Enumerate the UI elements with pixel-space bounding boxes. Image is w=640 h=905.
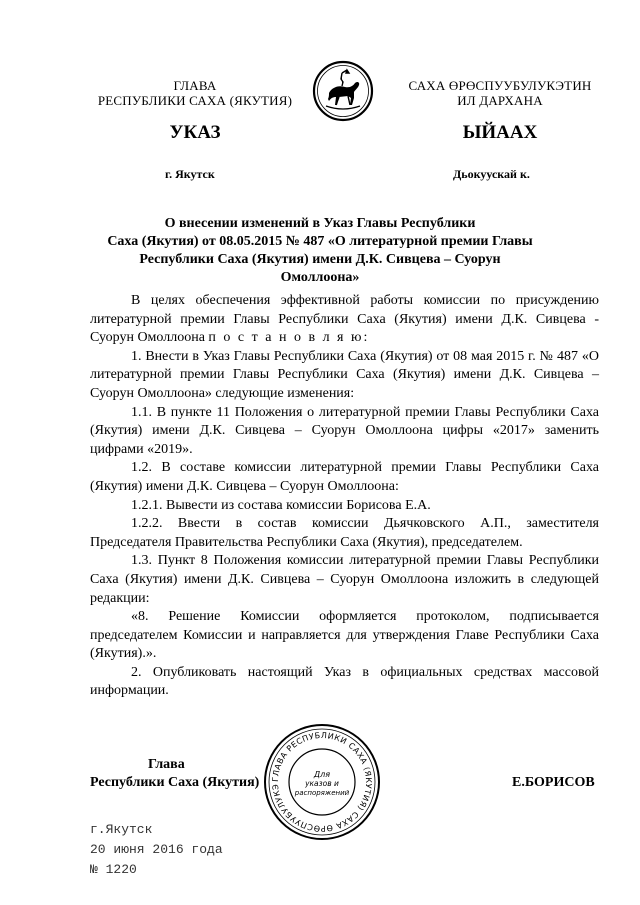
title-ukaz: УКАЗ [169,122,221,143]
paragraph-1-3: 1.3. Пункт 8 Положения комиссии литературной премии Главы Республики Саха (Якутия) имени Д.К. Сивцева – Суорун Омоллоона изложить в следующей редакции: [90,553,599,606]
emblem [312,60,374,122]
title-yiyaakh: ЫЙААХ [462,122,538,143]
stamp-center-line2: указов и [305,779,339,788]
city-ru: г. Якутск [165,167,215,181]
footer-number: № 1220 [90,862,137,877]
paragraph-2: 2. Опубликовать настоящий Указ в официальных средствах массовой информации. [90,664,599,699]
header-left-line1: ГЛАВА [173,78,217,93]
signature-title: Глава [148,757,185,772]
paragraph-1-2-1: 1.2.1. Вывести из состава комиссии Борисова Е.А. [131,497,431,513]
official-stamp [262,722,382,842]
decree-body [90,292,599,701]
footer-date: 20 июня 2016 года [90,842,223,857]
header-right-line2: ИЛ ДАРХАНА [457,93,543,108]
header-right-line1: САХА ӨРӨСПУУБУЛУКЭТИН [408,78,592,93]
subject-line2: Саха (Якутия) от 08.05.2015 № 487 «О литературной премии Главы [107,234,533,249]
city-sakha: Дьокуускай к. [453,167,530,181]
header-left [85,78,305,108]
subject-line1: О внесении изменений в Указ Главы Республики [164,216,476,231]
stamp-center-line3: распоряжений [294,789,350,797]
signature-name: Е.БОРИСОВ [512,775,595,790]
signature-title-republic: Республики Саха (Якутия) [90,775,260,790]
paragraph-1-2-2: 1.2.2. Ввести в состав комиссии Дьячковского А.П., заместителя Председателя Правительства Республики Саха (Якутия), председателем. [90,516,599,550]
paragraph-1-2: 1.2. В составе комиссии литературной премии Главы Республики Саха (Якутия) имени Д.К. Сивцева – Суорун Омоллоона: [90,460,599,494]
quote-paragraph: «8. Решение Комиссии оформляется протоколом, подписывается председателем Комиссии и направляется для утверждения Главе Республики Саха (Якутия).». [90,609,599,662]
paragraph-1-1: 1.1. В пункте 11 Положения о литературной премии Главы Республики Саха (Якутия) имени Д.К. Сивцева – Суорун Омоллоона цифры «2017» заменить цифрами «2019». [90,404,599,457]
intro-paragraph [90,292,599,348]
stamp-center-line1: Для [313,770,331,779]
footer-city: г.Якутск [90,822,153,837]
emblem-icon [312,60,374,122]
intro-text: В целях обеспечения эффективной работы комиссии по присуждению литературной премии Главы Республики Саха (Якутия) имени Д.К. Сивцева - Суорун Омоллоона [90,293,599,346]
subject-line3: Республики Саха (Якутия) имени Д.К. Сивцева – Суорун Омоллоона» [139,252,501,285]
decree-subject [100,215,540,287]
header-left-line2: РЕСПУБЛИКИ САХА (ЯКУТИЯ) [97,93,293,108]
stamp-ring-text: ГЛАВА РЕСПУБЛИКИ САХА (ЯКУТИЯ) САХА ӨРӨСПУУБУЛУКЭ [270,730,374,834]
stamp-icon [262,722,382,842]
decree-word: п о с т а н о в л я ю: [208,330,370,346]
header-right [385,78,615,108]
paragraph-1: 1. Внести в Указ Главы Республики Саха (Якутия) от 08 мая 2015 г. № 487 «О литературной премии Главы Республики Саха (Якутия) имени Д.К. Сивцева – Суорун Омоллоона» следующие изменения: [90,348,599,401]
